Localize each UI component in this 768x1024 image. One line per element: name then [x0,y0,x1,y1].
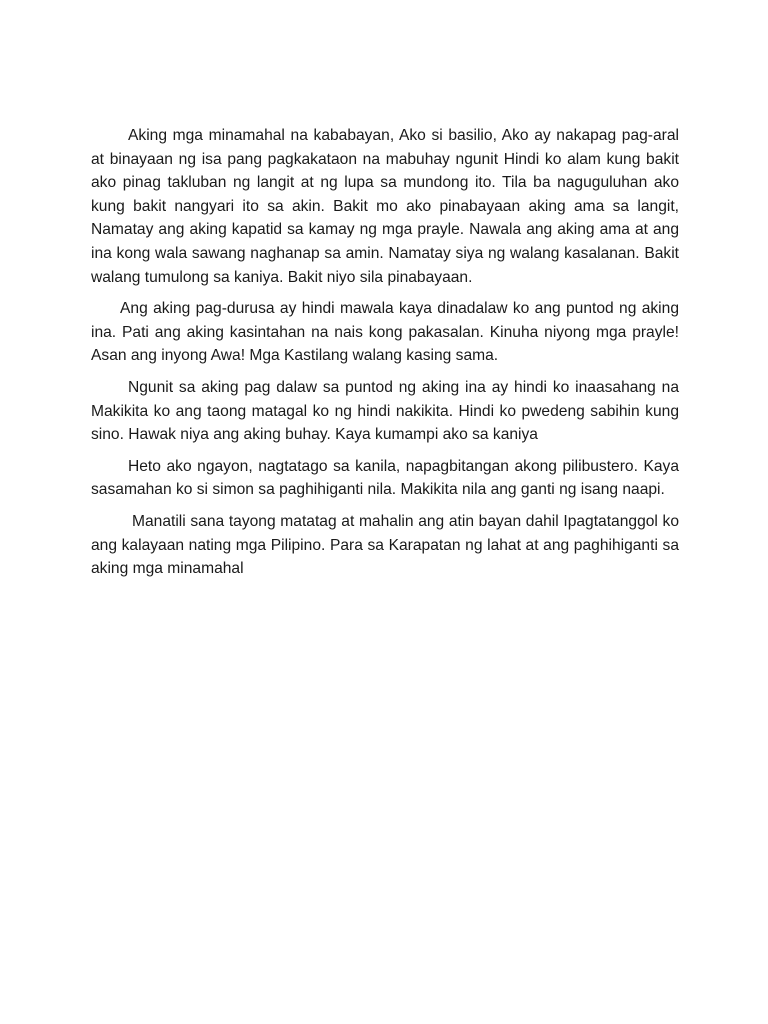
paragraph-3: Ngunit sa aking pag dalaw sa puntod ng aking ina ay hindi ko inaasahang na Makikita ko ang taong matagal ko ng hindi nakikita. Hindi ko pwedeng sabihin kung sino. Hawak niya ang aking buhay. Kaya kumampi ako sa kaniya [91,378,679,444]
document-body [91,124,679,589]
paragraph-2: Ang aking pag-durusa ay hindi mawala kaya dinadalaw ko ang puntod ng aking ina. Pati ang aking kasintahan na nais kong pakasalan. Kinuha niyong mga prayle! Asan ang inyong Awa! Mga Kastilang walang kasing sama. [91,300,679,365]
paragraph-4: Heto ako ngayon, nagtatago sa kanila, napagbitangan akong pilibustero. Kaya sasamahan ko si simon sa paghihiganti nila. Makikita nila ang ganti ng isang naapi. [91,457,679,499]
paragraph-5: Manatili sana tayong matatag at mahalin ang atin bayan dahil Ipagtatanggol ko ang kalayaan nating mga Pilipino. Para sa Karapatan ng lahat at ang paghihiganti sa aking mga minamahal [91,512,679,578]
paragraph-1: Aking mga minamahal na kababayan, Ako si basilio, Ako ay nakapag pag-aral at binayaan ng isa pang pagkakataon na mabuhay ngunit Hindi ko alam kung bakit ako pinag takluban ng langit at ng lupa sa mundong ito. Tila ba naguguluhan ako kung bakit nangyari ito sa akin. Bakit mo ako pinabayaan aking ama sa langit, Namatay ang aking kapatid sa kamay ng mga prayle. Nawala ang aking ama at ang ina kong wala sawang naghanap sa amin. Namatay siya ng walang kasalanan. Bakit walang tumulong sa kaniya. Bakit niyo sila pinabayaan. [91,127,679,286]
